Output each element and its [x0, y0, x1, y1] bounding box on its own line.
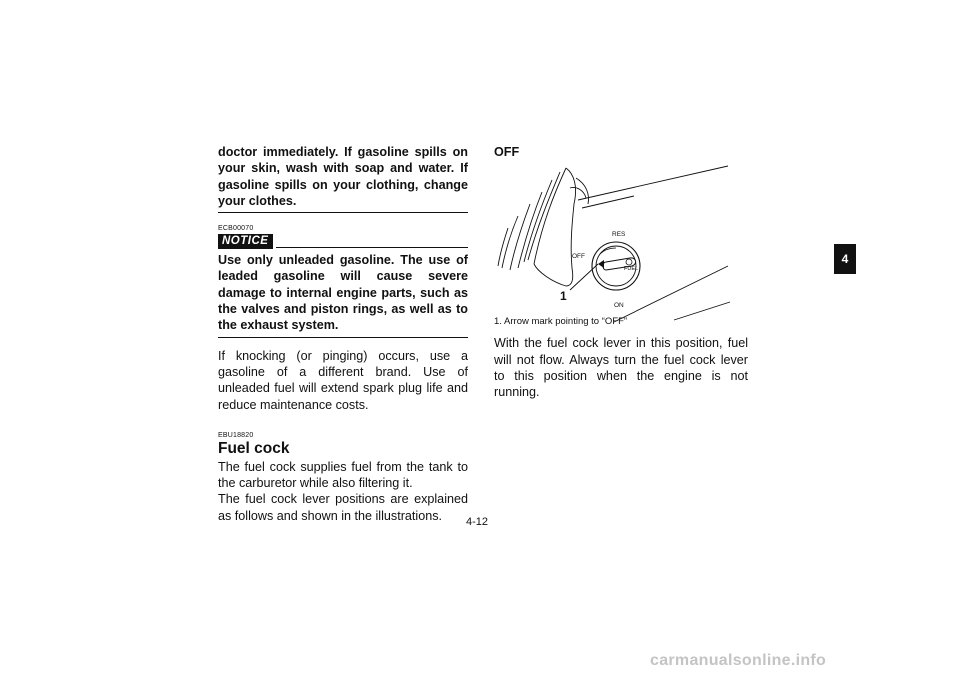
section-code: EBU18820	[218, 431, 254, 439]
label-off: OFF	[572, 253, 585, 261]
page-number: 4-12	[466, 516, 489, 528]
notice-badge: NOTICE	[218, 234, 273, 249]
watermark: carmanualsonline.info	[650, 652, 827, 669]
notice-code: ECB00070	[218, 225, 254, 233]
knocking-paragraph: If knocking (or pinging) occurs, use a gasoline of a different brand. Use of unleaded fuel will extend spark plug life and reduce maintenance costs.	[218, 348, 468, 412]
notice-rule	[276, 247, 468, 248]
notice-end-rule	[218, 337, 468, 338]
label-fuel: FUEL	[624, 266, 639, 273]
notice-header	[218, 234, 468, 249]
right-column	[494, 144, 748, 400]
warning-tail-text: doctor immediately. If gasoline spills on your skin, wash with soap and water. If gasoline spills on your clothing, change your clothes.	[218, 145, 468, 208]
label-on: ON	[614, 302, 624, 310]
off-description: With the fuel cock lever in this position, fuel will not flow. Always turn the fuel cock lever to this position when the engine is not running.	[494, 336, 748, 400]
label-res: RES	[612, 231, 626, 239]
notice-text: Use only unleaded gasoline. The use of leaded gasoline will cause severe damage to internal engine parts, such as the valves and piston rings, as well as to the exhaust system.	[218, 253, 468, 333]
callout-number: 1	[560, 289, 567, 304]
fuel-cock-illustration	[494, 164, 724, 314]
fuel-cock-positions-text: The fuel cock lever positions are explained as follows and shown in the illustrations.	[218, 492, 468, 523]
illustration-caption: 1. Arrow mark pointing to “OFF”	[494, 316, 628, 328]
fuel-cock-intro: The fuel cock supplies fuel from the tank to the carburetor while also filtering it.	[218, 459, 468, 491]
chapter-tab: 4	[834, 244, 856, 274]
section-title: Fuel cock	[218, 439, 290, 457]
left-column	[218, 144, 468, 524]
fuel-cock-drawing	[494, 164, 734, 324]
warning-end-rule	[218, 212, 468, 213]
off-subheading: OFF	[494, 145, 520, 159]
